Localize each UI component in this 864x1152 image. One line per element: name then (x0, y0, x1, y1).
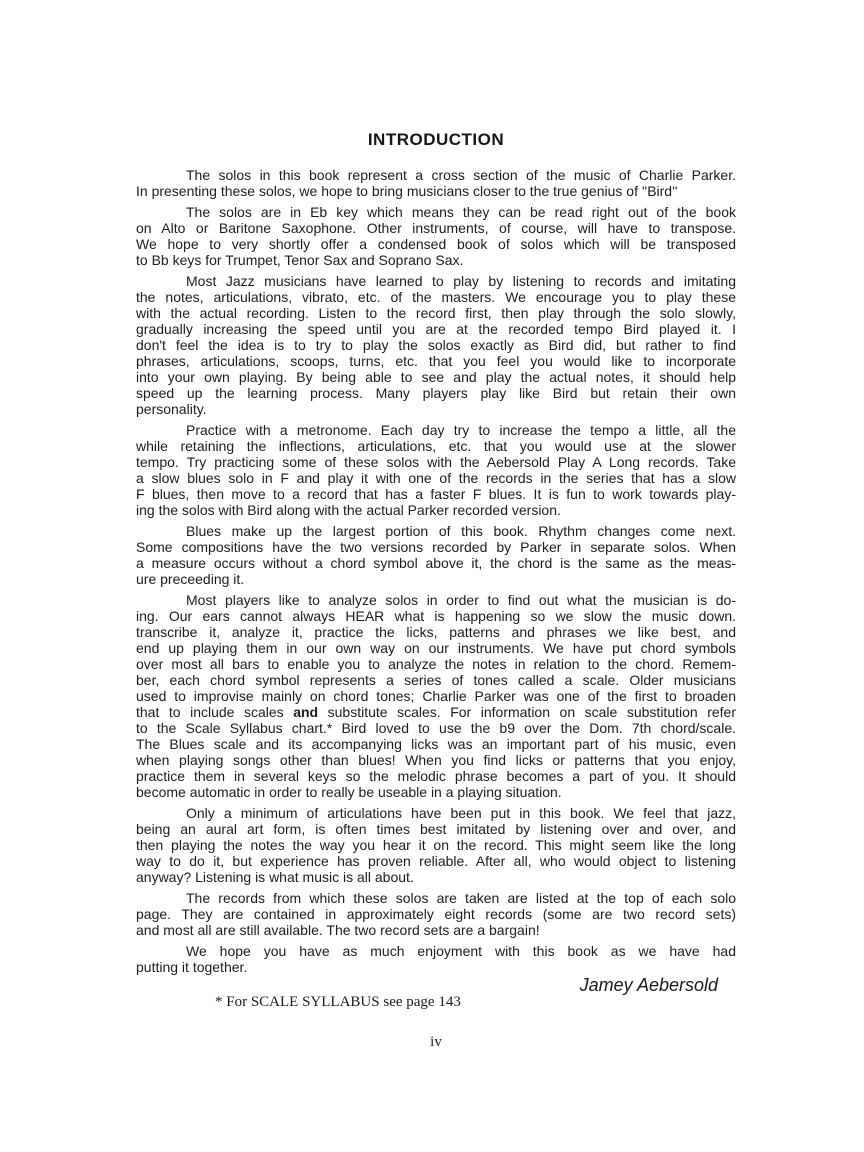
text-line: transcribe it, analyze it, practice the licks, patterns and phrases we like best, and (136, 624, 736, 640)
text-line: a measure occurs without a chord symbol above it, the chord is the same as the meas- (136, 555, 736, 571)
page-number: iv (430, 1034, 442, 1050)
footnote: * For SCALE SYLLABUS see page 143 (215, 994, 461, 1010)
text-line: The Blues scale and its accompanying licks was an important part of his music, even (136, 736, 736, 752)
paragraph (136, 204, 736, 268)
text-line: ing. Our ears cannot always HEAR what is happening so we slow the music down. (136, 608, 736, 624)
text-line: The solos are in Eb key which means they can be read right out of the book (186, 204, 736, 220)
paragraph (136, 523, 736, 587)
paragraph (136, 273, 736, 417)
text-line: anyway? Listening is what music is all about. (136, 869, 414, 885)
text-line: In presenting these solos, we hope to bring musicians closer to the true genius of ''Bird'' (136, 183, 678, 199)
text-line: The records from which these solos are taken are listed at the top of each solo (186, 890, 736, 906)
text-line: tempo. Try practicing some of these solos with the Aebersold Play A Long records. Take (136, 454, 736, 470)
text-line: then playing the notes the way you hear it on the record. This might seem like the long (136, 837, 736, 853)
text-line: when playing songs other than blues! When you find licks or patterns that you enjoy, (136, 752, 736, 768)
paragraph (136, 592, 736, 800)
text-line: Blues make up the largest portion of this book. Rhythm changes come next. (186, 523, 736, 539)
text-line: into your own playing. By being able to see and play the actual notes, it should help (136, 369, 736, 385)
text-line: Most players like to analyze solos in order to find out what the musician is do- (186, 592, 736, 608)
paragraph (136, 422, 736, 518)
text-line: used to improvise mainly on chord tones; Charlie Parker was one of the first to broaden (136, 688, 736, 704)
text-line: while retaining the inflections, articulations, etc. that you would use at the slower (136, 438, 736, 454)
text-line: with the actual recording. Listen to the record first, then play through the solo slowly, (136, 305, 736, 321)
paragraph (136, 890, 736, 938)
signature: Jamey Aebersold (579, 975, 718, 995)
paragraph (136, 805, 736, 885)
paragraph (136, 167, 736, 199)
text-line: The solos in this book represent a cross section of the music of Charlie Parker. (186, 167, 736, 183)
text-line: become automatic in order to really be useable in a playing situation. (136, 784, 562, 800)
text-line: Some compositions have the two versions recorded by Parker in separate solos. When (136, 539, 736, 555)
text-line: putting it together. (136, 959, 248, 975)
text-line: F blues, then move to a record that has a faster F blues. It is fun to work towards play- (136, 486, 736, 502)
text-line: on Alto or Baritone Saxophone. Other instruments, of course, will have to transpose. (136, 220, 736, 236)
text-line: Practice with a metronome. Each day try to increase the tempo a little, all the (186, 422, 736, 438)
page-title: INTRODUCTION (367, 130, 505, 149)
text-line: ure preceeding it. (136, 571, 245, 587)
text-line: Only a minimum of articulations have been put in this book. We feel that jazz, (186, 805, 736, 821)
text-line: phrases, articulations, scoops, turns, etc. that you feel you would like to incorporate (136, 353, 736, 369)
text-line: to Bb keys for Trumpet, Tenor Sax and Soprano Sax. (136, 252, 464, 268)
text-line: personality. (136, 401, 207, 417)
text-line: over most all bars to enable you to analyze the notes in relation to the chord. Remem- (136, 656, 736, 672)
text-line: the notes, articulations, vibrato, etc. of the masters. We encourage you to play these (136, 289, 736, 305)
text-line: ing the solos with Bird along with the actual Parker recorded version. (136, 502, 561, 518)
text-line: don't feel the idea is to try to play the solos exactly as Bird did, but rather to find (136, 337, 736, 353)
text-line: a slow blues solo in F and play it with one of the records in the series that has a slow (136, 470, 736, 486)
text-line: We hope you have as much enjoyment with this book as we have had (186, 943, 736, 959)
text-line: that to include scales and substitute scales. For information on scale substitution refer (136, 704, 736, 720)
text-line: end up playing them in our own way on our instruments. We have put chord symbols (136, 640, 736, 656)
text-line: Most Jazz musicians have learned to play by listening to records and imitating (186, 273, 736, 289)
text-line: ber, each chord symbol represents a series of tones called a scale. Older musicians (136, 672, 736, 688)
text-line: to the Scale Syllabus chart.* Bird loved to use the b9 over the Dom. 7th chord/scale. (136, 720, 736, 736)
text-line: and most all are still available. The two record sets are a bargain! (136, 922, 540, 938)
paragraph (136, 943, 736, 975)
text-line: page. They are contained in approximately eight records (some are two record sets) (136, 906, 736, 922)
text-line: being an aural art form, is often times best imitated by listening over and over, and (136, 821, 736, 837)
text-line: We hope to very shortly offer a condensed book of solos which will be transposed (136, 236, 736, 252)
text-line: way to do it, but experience has proven reliable. After all, who would object to listening (136, 853, 736, 869)
text-line: practice them in several keys so the melodic phrase becomes a part of you. It should (136, 768, 736, 784)
body-text (136, 167, 736, 975)
text-line: gradually increasing the speed until you are at the recorded tempo Bird played it. I (136, 321, 736, 337)
text-line: speed up the learning process. Many players play like Bird but retain their own (136, 385, 736, 401)
